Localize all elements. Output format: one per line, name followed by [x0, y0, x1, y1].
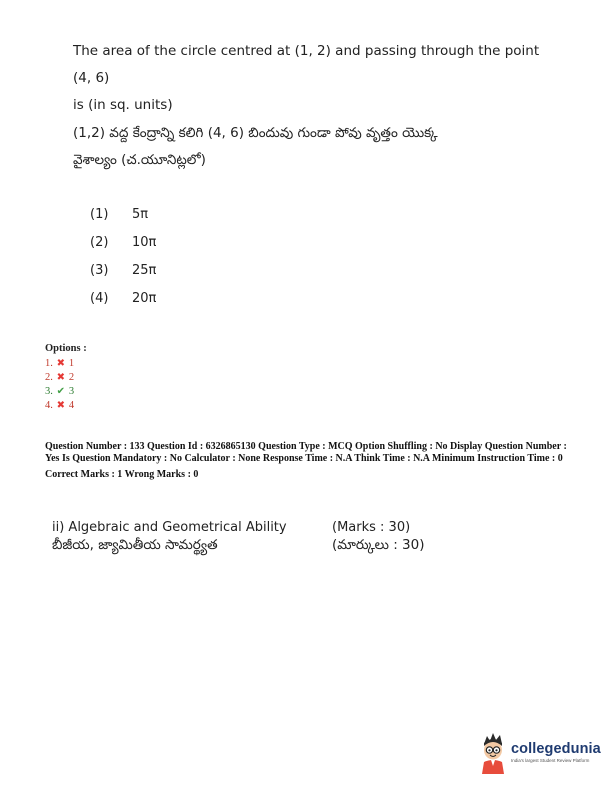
option-3: [45, 384, 87, 398]
collegedunia-logo: [478, 730, 601, 774]
options-heading: Options :: [45, 343, 87, 354]
choice-number: (4): [90, 290, 109, 306]
choice-3: [90, 256, 156, 284]
section-header: [52, 518, 472, 556]
student-mascot-icon: [478, 730, 508, 774]
choice-4: [90, 284, 156, 312]
option-value: 4: [68, 399, 75, 411]
brand-tagline: India's largest Student Review Platform: [511, 758, 590, 763]
cross-icon: ✖: [56, 357, 66, 369]
cross-icon: ✖: [56, 399, 66, 411]
section-marks-english: (Marks : 30): [332, 520, 411, 535]
option-index: 4.: [45, 399, 53, 411]
brand-name: collegedunia: [511, 741, 601, 757]
question-metadata: [45, 441, 570, 481]
choice-text: 25π: [132, 262, 157, 278]
section-marks-telugu: (మార్కులు : 30): [332, 537, 425, 553]
options-list: [45, 343, 87, 412]
section-title-english: ii) Algebraic and Geometrical Ability: [52, 520, 287, 535]
choice-number: (2): [90, 234, 109, 250]
choice-1: [90, 200, 156, 228]
check-icon: ✔: [56, 385, 66, 397]
question-english-line-1: The area of the circle centred at (1, 2) and passing through the point (4, 6): [73, 43, 540, 86]
option-2: [45, 370, 87, 384]
option-value: 3: [68, 385, 75, 397]
choice-number: (1): [90, 206, 109, 222]
question-telugu-line-2: వైశాల్యం (చ.యూనిట్లలో): [73, 152, 206, 168]
question-text-english: [73, 38, 543, 119]
metadata-line-1: Question Number : 133 Question Id : 6326865130 Question Type : MCQ Option Shuffling : No Display Question Number : Yes Is Question Mandatory : No Calculator : None Response Time : N.A Think Time : N.A Minimum Instruction Time : 0: [45, 441, 567, 464]
choice-text: 5π: [132, 206, 149, 222]
option-1: [45, 356, 87, 370]
choice-number: (3): [90, 262, 109, 278]
question-text-telugu: [73, 120, 553, 174]
answer-choices: [90, 200, 156, 312]
section-title-telugu: బీజీయ, జ్యామితీయ సామర్థ్యత: [52, 537, 218, 553]
question-telugu-line-1: (1,2) వద్ద కేంద్రాన్ని కలిగి (4, 6) బిందువు గుండా పోవు వృత్తం యొక్క: [73, 125, 438, 141]
question-english-line-2: is (in sq. units): [73, 97, 173, 113]
metadata-marks: Correct Marks : 1 Wrong Marks : 0: [45, 469, 199, 480]
choice-text: 10π: [132, 234, 157, 250]
option-index: 1.: [45, 357, 53, 369]
choice-text: 20π: [132, 290, 157, 306]
option-value: 1: [68, 357, 75, 369]
option-index: 3.: [45, 385, 53, 397]
choice-2: [90, 228, 156, 256]
option-4: [45, 398, 87, 412]
option-index: 2.: [45, 371, 53, 383]
cross-icon: ✖: [56, 371, 66, 383]
option-value: 2: [68, 371, 75, 383]
